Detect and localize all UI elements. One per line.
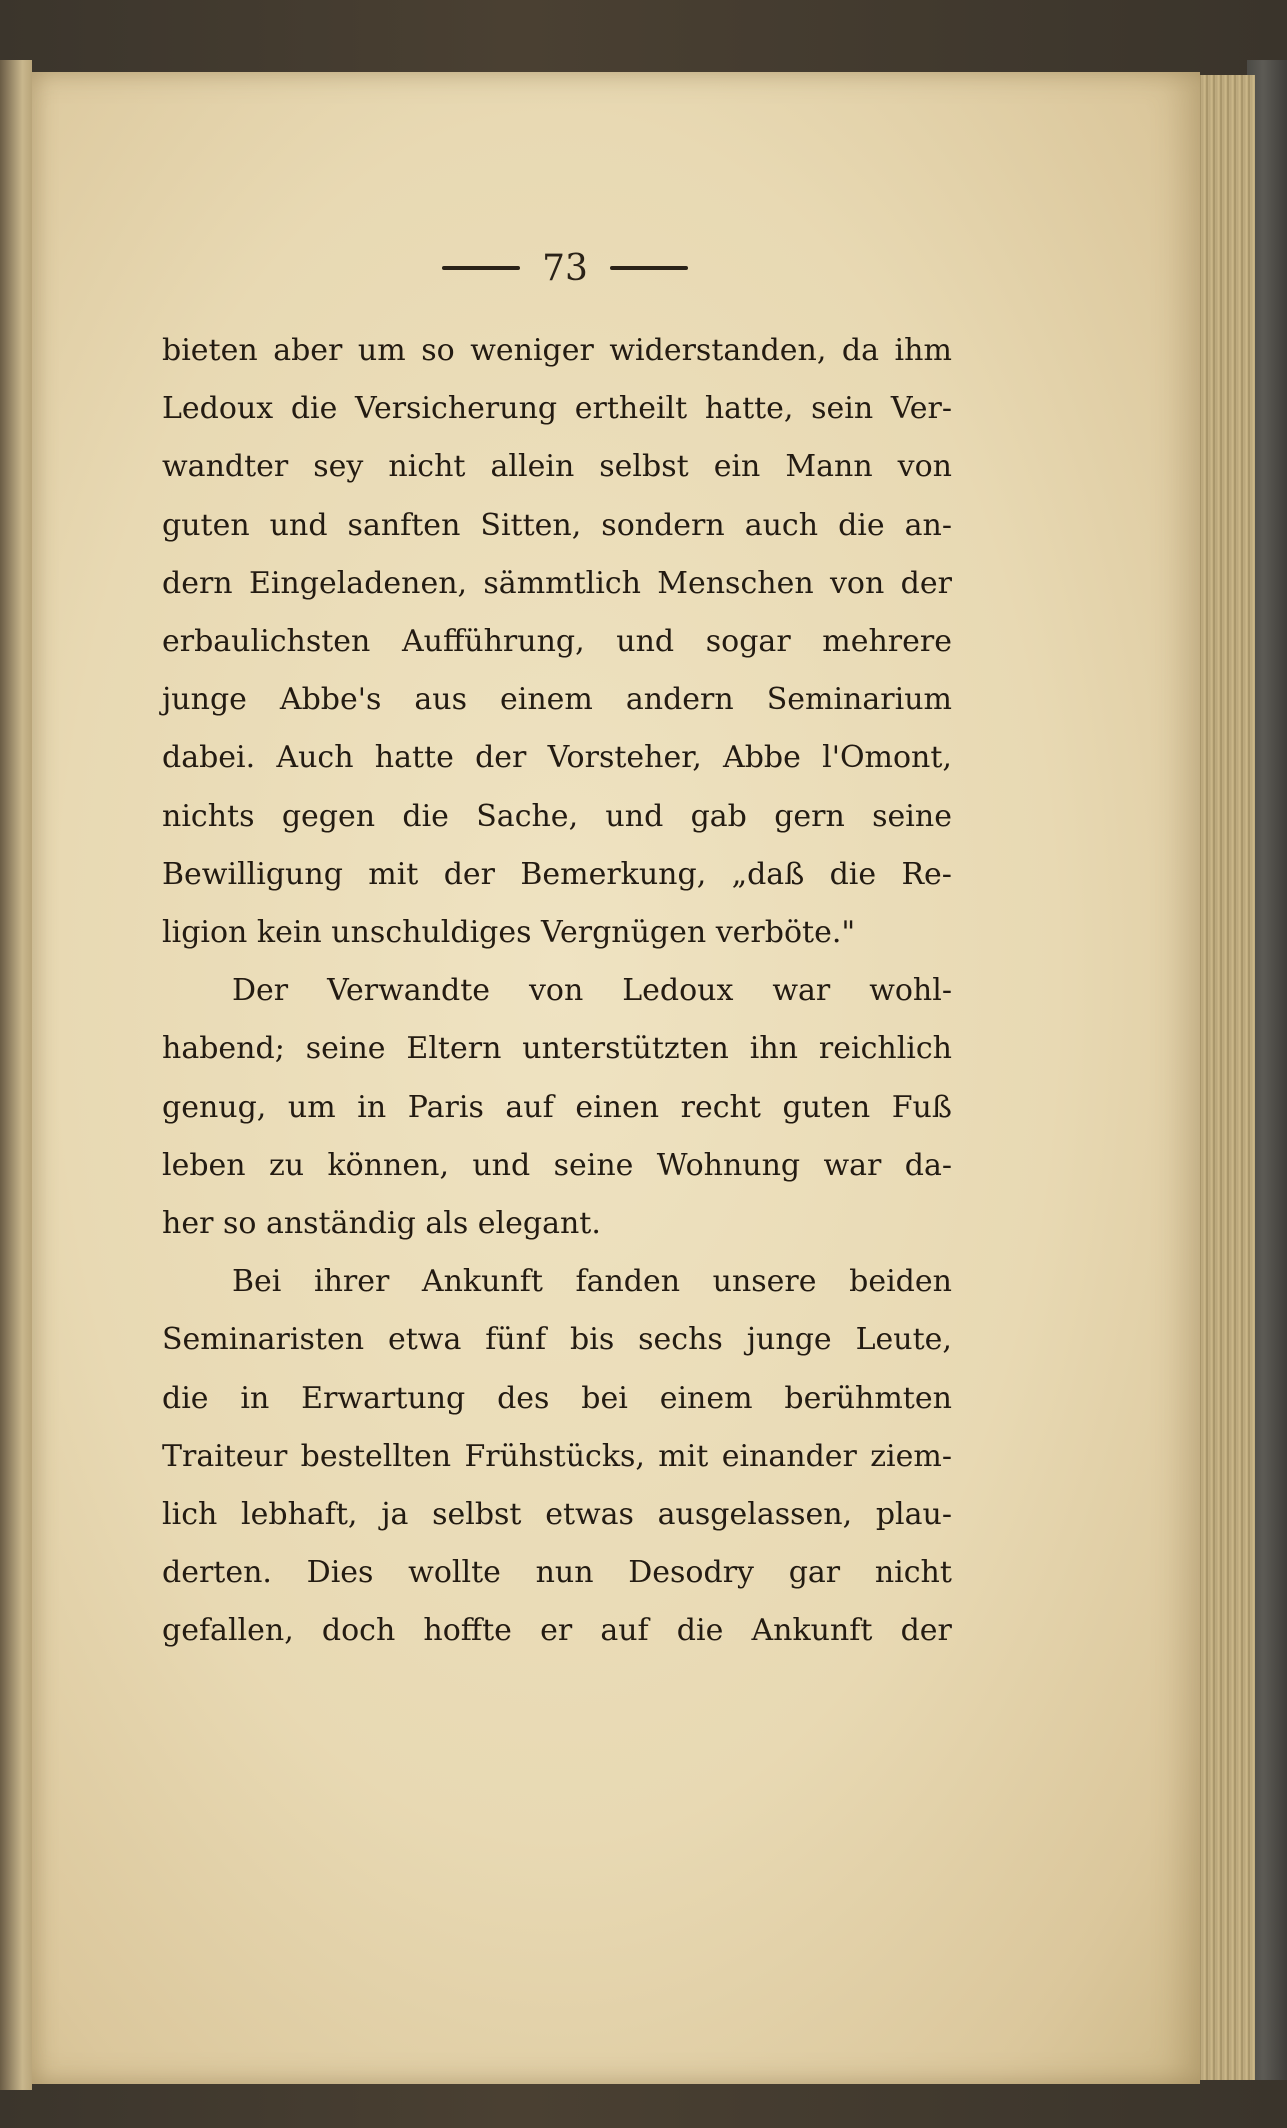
word: die [829, 856, 877, 892]
word: Abbe's [279, 682, 382, 718]
word: Bewilligung [162, 856, 343, 892]
gutter [0, 60, 32, 2090]
word: er [540, 1613, 573, 1649]
word: einen [575, 1089, 660, 1125]
word: die [838, 507, 885, 543]
page-header [405, 238, 725, 298]
word: ihm [894, 333, 952, 368]
word: ausgelassen, [657, 1497, 853, 1533]
page-edges [1195, 75, 1255, 2080]
word: die [676, 1613, 724, 1649]
word: auf [505, 1089, 554, 1125]
word: in [357, 1089, 387, 1125]
word: und [616, 624, 675, 660]
word: genug, [162, 1089, 267, 1125]
word: einem [500, 682, 593, 718]
word: bieten [162, 333, 258, 368]
word: Dies [306, 1555, 374, 1591]
word: Ver- [890, 391, 952, 427]
word: bestellten [300, 1438, 452, 1474]
text-line: ligion kein unschuldiges Vergnügen verböte." [162, 915, 856, 951]
word: Verwandte [327, 973, 490, 1009]
word: seine [553, 1147, 634, 1183]
word: und [269, 507, 328, 543]
word: Mann [785, 449, 873, 485]
word: unterstützten [522, 1031, 729, 1067]
word: reichlich [818, 1031, 952, 1067]
word: der [443, 856, 495, 892]
word: können, [327, 1147, 449, 1183]
word: die [402, 798, 449, 834]
text-line [162, 729, 952, 787]
word: um [357, 333, 406, 368]
word: „daß [731, 856, 805, 892]
word: habend; [162, 1031, 285, 1067]
text-line [162, 497, 952, 555]
word: ja [381, 1497, 409, 1533]
word: sanften [347, 507, 461, 543]
word: bis [570, 1322, 615, 1358]
word: und [472, 1147, 531, 1183]
word: allein [490, 449, 575, 485]
word: Re- [901, 856, 952, 892]
word: aus [414, 682, 467, 718]
word: doch [321, 1613, 396, 1649]
text-line [162, 788, 952, 846]
header-rule-left [442, 266, 520, 270]
word: Eltern [406, 1031, 502, 1067]
word: einem [659, 1380, 753, 1416]
word: so [421, 333, 455, 368]
text-line [162, 1602, 952, 1660]
word: nicht [874, 1555, 952, 1591]
word: Paris [407, 1089, 484, 1125]
word: mit [658, 1438, 709, 1474]
text-line: her so anständig als elegant. [162, 1206, 601, 1242]
word: dern [162, 565, 233, 601]
word: hatte [374, 740, 454, 776]
word: Ledoux [162, 391, 274, 427]
word: wollte [408, 1555, 501, 1591]
word: gern [774, 798, 845, 834]
word: unsere [712, 1264, 817, 1300]
word: fanden [575, 1264, 681, 1300]
text-line [162, 1370, 952, 1428]
word: des [497, 1380, 550, 1416]
word: mit [368, 856, 419, 892]
word: weniger [470, 333, 594, 368]
word: an- [904, 507, 952, 543]
text-line [162, 1311, 952, 1369]
word: Ankunft [421, 1264, 543, 1300]
word: etwa [387, 1322, 462, 1358]
word: Versicherung [355, 391, 558, 427]
word: auch [744, 507, 819, 543]
word: sondern [601, 507, 725, 543]
text-line [162, 613, 952, 671]
word: fünf [485, 1322, 547, 1358]
word: lich [162, 1497, 218, 1533]
word: Menschen [657, 565, 814, 601]
word: der [900, 1613, 952, 1649]
word: wandter [162, 449, 289, 485]
word: dabei. [162, 740, 256, 776]
word: die [162, 1380, 209, 1416]
word: aber [273, 333, 343, 368]
word: Frühstücks, [464, 1438, 645, 1474]
word: bei [581, 1380, 628, 1416]
text-line [162, 1486, 952, 1544]
word: Aufführung, [401, 624, 585, 660]
word: sey [313, 449, 364, 485]
word: ein [713, 449, 761, 485]
word: auf [600, 1613, 649, 1649]
word: zu [269, 1147, 305, 1183]
word: Vorsteher, [547, 740, 702, 776]
text-line [162, 1253, 952, 1311]
word: ziem- [870, 1438, 952, 1474]
word: von [528, 973, 584, 1009]
word: selbst [599, 449, 689, 485]
body-text [162, 322, 952, 1661]
word: Desodry [628, 1555, 754, 1591]
word: wohl- [869, 973, 952, 1009]
word: nicht [388, 449, 466, 485]
word: der [475, 740, 527, 776]
word: Wohnung [656, 1147, 801, 1183]
header-rule-right [610, 266, 688, 270]
word: plau- [875, 1497, 952, 1533]
word: Ankunft [751, 1613, 873, 1649]
word: einander [721, 1438, 857, 1474]
word: Seminarium [766, 682, 952, 718]
word: Bemerkung, [520, 856, 707, 892]
word: sämmtlich [483, 565, 641, 601]
text-line [162, 438, 952, 496]
text-line [162, 1137, 952, 1195]
text-line [162, 1020, 952, 1078]
word: seine [872, 798, 952, 834]
word: um [287, 1089, 336, 1125]
word: gefallen, [162, 1613, 294, 1649]
word: l'Omont, [822, 740, 952, 776]
text-line [162, 555, 952, 613]
text-line [162, 671, 952, 729]
word: berühmten [784, 1380, 952, 1416]
word: von [897, 449, 952, 485]
text-line [162, 1544, 952, 1602]
word: Der [232, 973, 289, 1009]
text-line [162, 322, 952, 380]
word: nichts [162, 798, 255, 834]
word: etwas [545, 1497, 634, 1533]
word: seine [305, 1031, 386, 1067]
word: und [605, 798, 664, 834]
word: Seminaristen [162, 1322, 365, 1358]
word: selbst [432, 1497, 522, 1533]
word: Fuß [891, 1089, 952, 1125]
page-number: 73 [542, 247, 588, 289]
word: Abbe [723, 740, 801, 776]
word: guten [162, 507, 250, 543]
word: hoffte [423, 1613, 512, 1649]
word: sein [811, 391, 874, 427]
word: erbaulichsten [162, 624, 371, 660]
word: mehrere [822, 624, 952, 660]
text-line [162, 962, 952, 1020]
word: der [900, 565, 952, 601]
word: Traiteur [162, 1438, 288, 1474]
word: widerstanden, [609, 333, 827, 368]
word: leben [162, 1147, 246, 1183]
word: Eingeladenen, [248, 565, 468, 601]
word: gar [788, 1555, 841, 1591]
word: sechs [638, 1322, 723, 1358]
word: ihrer [313, 1264, 390, 1300]
word: hatte, [704, 391, 794, 427]
word: war [823, 1147, 882, 1183]
text-line [162, 1428, 952, 1486]
word: lebhaft, [241, 1497, 358, 1533]
word: guten [782, 1089, 871, 1125]
text-line [162, 846, 952, 904]
word: die [290, 391, 338, 427]
word: sogar [705, 624, 791, 660]
word: beiden [849, 1264, 952, 1300]
word: von [829, 565, 885, 601]
word: ertheilt [574, 391, 688, 427]
word: Erwartung [301, 1380, 466, 1416]
word: da- [904, 1147, 952, 1183]
word: gegen [281, 798, 376, 834]
word: derten. [162, 1555, 272, 1591]
word: junge [746, 1322, 832, 1358]
word: Ledoux [622, 973, 734, 1009]
word: Sitten, [480, 507, 582, 543]
word: war [772, 973, 831, 1009]
word: junge [162, 682, 247, 718]
word: Bei [232, 1264, 282, 1300]
word: recht [680, 1089, 761, 1125]
word: gab [690, 798, 747, 834]
text-line [162, 1079, 952, 1137]
word: andern [625, 682, 734, 718]
word: ihn [749, 1031, 798, 1067]
text-line [162, 380, 952, 438]
word: da [841, 333, 880, 368]
word: in [240, 1380, 270, 1416]
word: nun [535, 1555, 594, 1591]
word: Sache, [476, 798, 579, 834]
word: Leute, [855, 1322, 952, 1358]
word: Auch [276, 740, 354, 776]
